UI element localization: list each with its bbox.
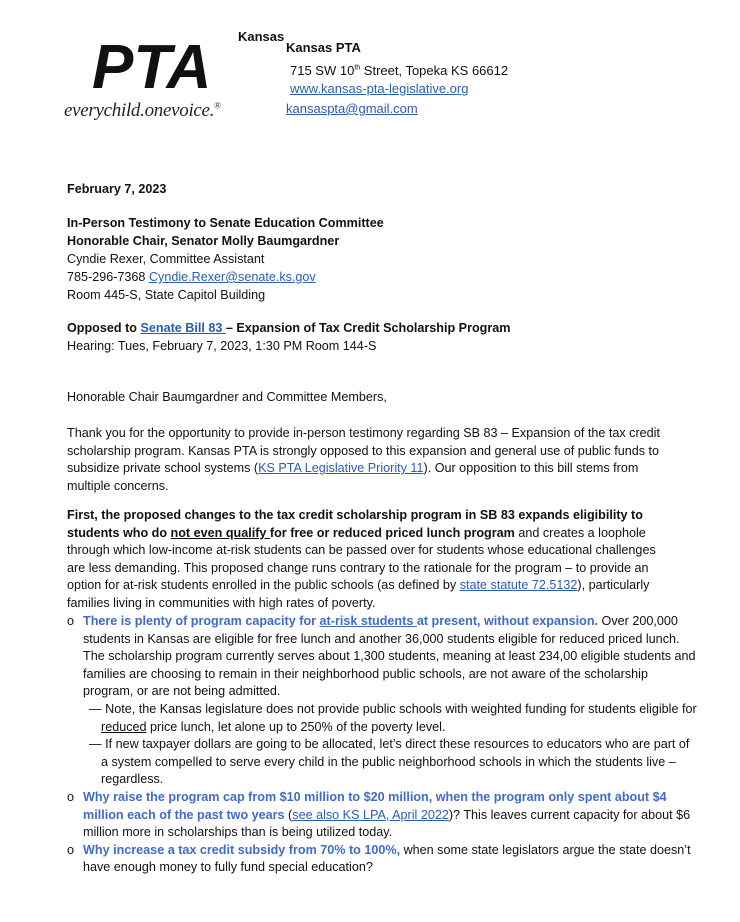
recipient-line1: In-Person Testimony to Senate Education Committee: [67, 216, 384, 230]
para2-text-a: and creates a loophole through which low-income at-risk students can be passed over for students whose educational challenges are less demanding. This proposed change runs contrary to the rationale for the program – to provide an option for at-risk students enrolled in the public schools (as defined by: [67, 525, 656, 593]
list-item: [67, 789, 697, 842]
pta-logo-text: PTA: [92, 38, 212, 94]
sub-list-item: [67, 736, 697, 789]
b1-blue-a: There is plenty of program capacity for: [83, 614, 320, 628]
subject-line: [67, 320, 677, 338]
b1-blue-u: at-risk students: [319, 614, 417, 628]
para1-text-b: ). Our opposition to this bill stems from multiple concerns.: [67, 461, 639, 493]
recipient-block: [67, 215, 677, 305]
b2-text-a: (: [284, 807, 293, 822]
dash1-a: Note, the Kansas legislature does not provide public schools with weighted funding for students eligible for: [105, 701, 697, 716]
address-sup: th: [354, 64, 361, 72]
recipient-line2: Honorable Chair, Senator Molly Baumgardner: [67, 234, 340, 248]
paragraph-intro: [67, 425, 677, 495]
address-post: Street, Topeka KS 66612: [360, 63, 509, 78]
tagline-one: onevoice.: [144, 100, 215, 121]
para2-bold-b: for free or reduced priced lunch program: [269, 525, 515, 540]
kansas-label: Kansas: [238, 29, 285, 44]
bullet-marker: o: [67, 842, 75, 857]
b3-blue: Why increase a tax credit subsidy from 70% to 100%,: [83, 842, 401, 857]
statute-link[interactable]: state statute 72.5132: [459, 578, 578, 593]
tagline: [64, 100, 221, 122]
tagline-every: everychild.: [64, 100, 145, 121]
para2-bold-a: First, the proposed changes to the tax credit scholarship program in SB 83 expands eligibility to students who do: [67, 508, 643, 540]
recipient-line3: Cyndie Rexer, Committee Assistant: [67, 252, 265, 266]
b1-blue-b: at present, without expansion.: [416, 614, 599, 628]
recipient-contact: [67, 269, 677, 287]
para2-bold-u: not even qualify: [170, 525, 270, 540]
bullet-marker: o: [67, 789, 75, 804]
concern-list: [67, 613, 697, 877]
para1-text-a: Thank you for the opportunity to provide in-person testimony regarding SB 83 – Expansion of the tax credit scholarship program. Kansas PTA is strongly opposed to this expansion and general use of public funds to subsidize private school systems (: [67, 426, 660, 476]
dash2-text: If new taxpayer dollars are going to be allocated, let’s direct these resources to educators who are part of a system compelled to serve every child in the public neighborhood schools in which the students live – regardless.: [101, 737, 690, 787]
priority-link[interactable]: KS PTA Legislative Priority 11: [258, 461, 424, 476]
list-item: [67, 613, 697, 701]
org-address: [290, 63, 508, 78]
dash-marker: —: [89, 701, 102, 716]
recipient-email-link[interactable]: Cyndie.Rexer@senate.ks.gov: [148, 270, 316, 284]
salutation: Honorable Chair Baumgardner and Committee Members,: [67, 390, 387, 404]
bill-link[interactable]: Senate Bill 83: [140, 321, 226, 335]
sub-list-item: [67, 701, 697, 736]
paragraph-first-concern: [67, 507, 677, 613]
address-pre: 715 SW 10: [290, 63, 355, 78]
tagline-mark: ®: [214, 100, 221, 111]
dash1-b: price lunch, let alone up to 250% of the poverty level.: [146, 719, 446, 734]
lpa-link[interactable]: see also KS LPA, April 2022: [292, 807, 449, 822]
hearing-line: Hearing: Tues, February 7, 2023, 1:30 PM Room 144-S: [67, 338, 377, 353]
letter-date: February 7, 2023: [67, 182, 167, 196]
subject-opposed: Opposed to: [67, 321, 141, 335]
dash-marker: —: [89, 737, 102, 752]
pta-logo: [92, 38, 212, 94]
org-name: Kansas PTA: [286, 40, 361, 55]
bullet-marker: o: [67, 614, 75, 628]
subject-title: – Expansion of Tax Credit Scholarship Program: [225, 321, 511, 335]
b2-text-b: )? This leaves current capacity for about $6 million more in scholarships than is being utilized today.: [83, 807, 691, 840]
list-item: [67, 842, 697, 877]
recipient-phone: 785-296-7368: [67, 270, 146, 284]
email-link[interactable]: kansaspta@gmail.com: [286, 101, 418, 116]
b1-text: Over 200,000 students in Kansas are eligible for free lunch and another 36,000 students eligible for reduced priced lunch. The scholarship program currently serves about 1,300 students, meaning at least 234,00 eligible students and families are choosing to remain in their neighborhood public schools, are not aware of the scholarship program, or are not being admitted.: [83, 614, 696, 699]
subject-block: [67, 320, 677, 355]
b3-text: when some state legislators argue the state doesn’t have enough money to fully fund special education?: [83, 842, 691, 875]
para2-text-b: ), particularly families living in communities with high rates of poverty.: [67, 578, 650, 610]
website-link[interactable]: www.kansas-pta-legislative.org: [290, 81, 469, 96]
recipient-room: Room 445-S, State Capitol Building: [67, 288, 266, 302]
dash1-u: reduced: [101, 719, 147, 734]
b2-blue: Why raise the program cap from $10 million to $20 million, when the program only spent about $4 million each of the past two years: [83, 789, 667, 822]
